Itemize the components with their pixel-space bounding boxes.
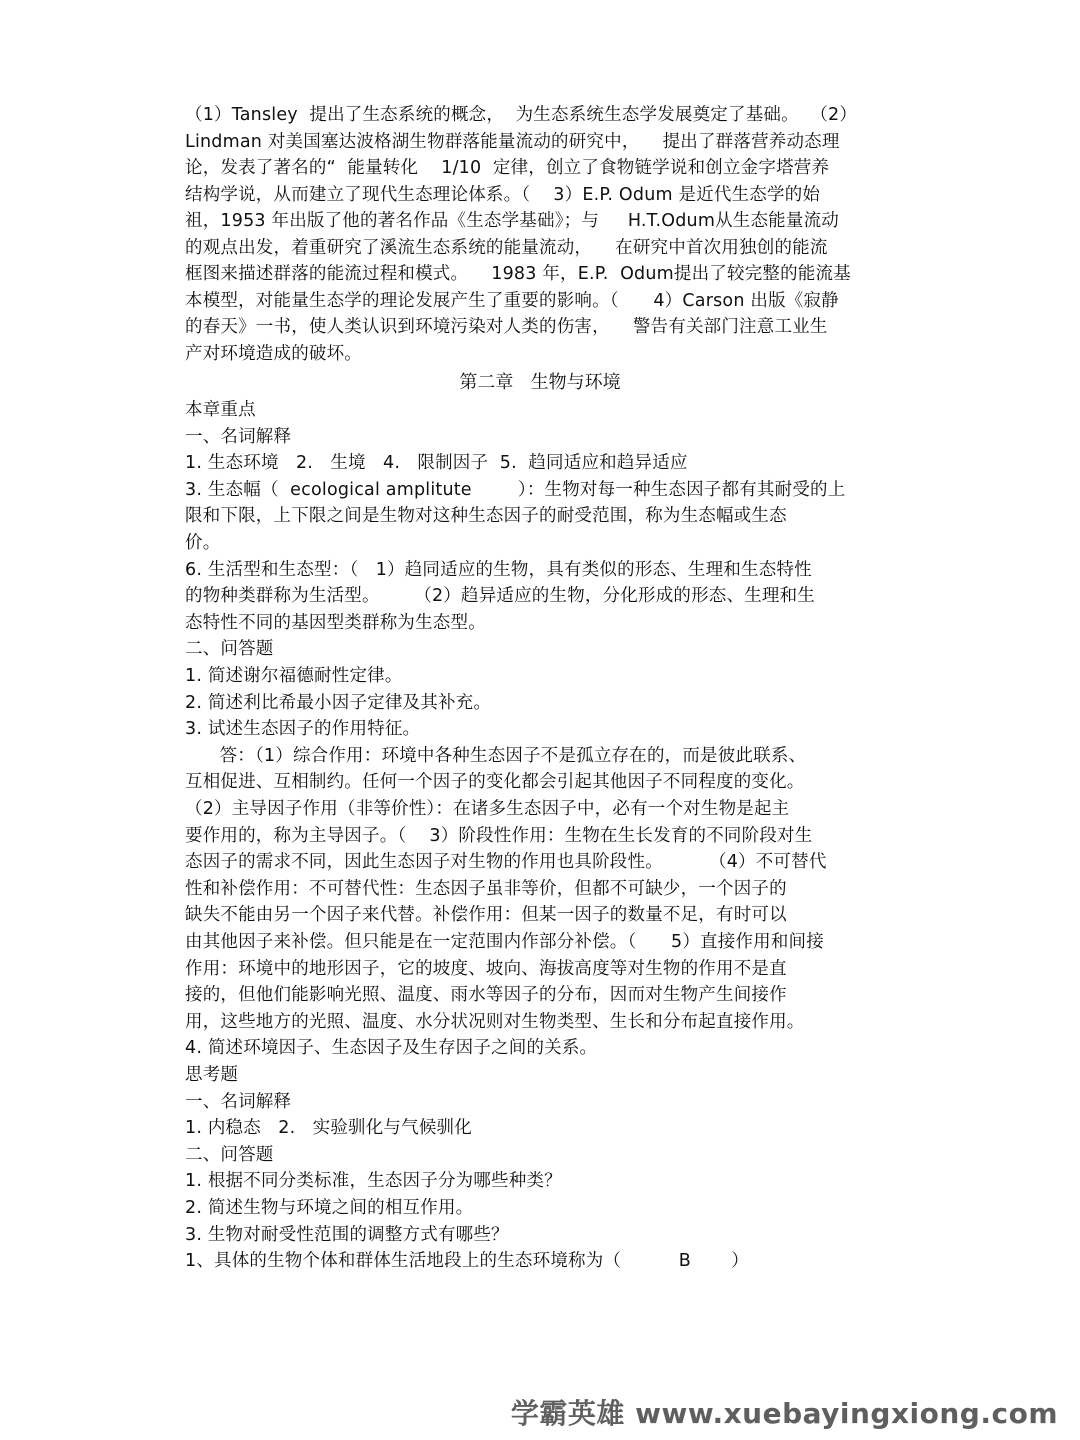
- chapter-line: 价。: [185, 533, 221, 553]
- chapter-line: 互相促进、互相制约。任何一个因子的变化都会引起其他因子不同程度的变化。: [185, 772, 805, 793]
- chapter-line: 态因子的需求不同，因此生态因子对生物的作用也具阶段性。 （4）不可替代: [185, 852, 827, 873]
- chapter-line: 1、具体的生物个体和群体生活地段上的生态环境称为（ B ）: [185, 1251, 750, 1272]
- chapter-line: 3. 试述生态因子的作用特征。: [185, 719, 421, 740]
- chapter-line: 本章重点: [185, 400, 256, 420]
- chapter-title: 第二章 生物与环境: [459, 372, 621, 393]
- history-line: 的观点出发，着重研究了溪流生态系统的能量流动， 在研究中首次用独创的能流: [185, 237, 828, 258]
- history-line: 产对环境造成的破坏。: [185, 343, 362, 364]
- chapter-line: 思考题: [185, 1065, 239, 1085]
- chapter-line: 二、问答题: [185, 639, 274, 660]
- chapter-line: 的物种类群称为生活型。 （2）趋异适应的生物，分化形成的形态、生理和生: [185, 586, 816, 607]
- chapter-line: 一、名词解释: [185, 426, 292, 447]
- chapter-line: 3. 生物对耐受性范围的调整方式有哪些？: [185, 1224, 509, 1245]
- chapter-line: 一、名词解释: [185, 1091, 292, 1112]
- chapter-line: 3. 生态幅（ ecological amplitute ）：生物对每一种生态因子都有其耐受的上: [185, 479, 846, 500]
- chapter-line: 1. 内稳态 2. 实验驯化与气候驯化: [185, 1118, 472, 1139]
- history-line: 结构学说，从而建立了现代生态理论体系。（ 3）E.P. Odum 是近代生态学的始: [185, 184, 821, 205]
- chapter-line: 4. 简述环境因子、生态因子及生存因子之间的关系。: [185, 1038, 598, 1059]
- chapter-line: 限和下限，上下限之间是生物对这种生态因子的耐受范围，称为生态幅或生态: [185, 506, 787, 527]
- history-line: 祖，1953 年出版了他的著名作品《生态学基础》；与 H.T.Odum从生态能量流动: [185, 211, 839, 231]
- chapter-line: 接的，但他们能影响光照、温度、雨水等因子的分布，因而对生物产生间接作: [185, 985, 787, 1006]
- chapter-line: 2. 简述生物与环境之间的相互作用。: [185, 1198, 474, 1218]
- chapter-line: 要作用的，称为主导因子。（ 3）阶段性作用：生物在生长发育的不同阶段对生: [185, 825, 813, 846]
- chapter-line: 用，这些地方的光照、温度、水分状况则对生物类型、生长和分布起直接作用。: [185, 1011, 805, 1032]
- chapter-line: 1. 生态环境 2. 生境 4. 限制因子 5. 趋同适应和趋异适应: [185, 453, 688, 474]
- history-line: 框图来描述群落的能流过程和模式。 1983 年，E.P. Odum提出了较完整的能流基: [185, 264, 851, 284]
- watermark-text: 学霸英雄 www.xuebayingxiong.com: [510, 1397, 1058, 1430]
- chapter-line: 2. 简述利比希最小因子定律及其补充。: [185, 692, 492, 713]
- history-line: Lindman 对美国塞达波格湖生物群落能量流动的研究中， 提出了群落营养动态理: [185, 131, 840, 152]
- history-line: 论，发表了著名的“ 能量转化 1/10 定律，创立了食物链学说和创立金字塔营养: [185, 158, 830, 178]
- history-line: 本模型，对能量生态学的理论发展产生了重要的影响。（ 4）Carson 出版《寂静: [185, 290, 839, 311]
- chapter-line: 6. 生活型和生态型：（ 1）趋同适应的生物，具有类似的形态、生理和生态特性: [185, 559, 812, 580]
- chapter-line: 缺失不能由另一个因子来代替。补偿作用：但某一因子的数量不足，有时可以: [185, 905, 787, 926]
- chapter-line: 1. 根据不同分类标准，生态因子分为哪些种类？: [185, 1171, 562, 1192]
- chapter-line: 性和补偿作用：不可替代性：生态因子虽非等价，但都不可缺少，一个因子的: [185, 878, 787, 899]
- history-line: （1）Tansley 提出了生态系统的概念， 为生态系统生态学发展奠定了基础。 （2）: [185, 105, 858, 125]
- chapter-line: 答：（1）综合作用：环境中各种生态因子不是孤立存在的，而是彼此联系、: [185, 745, 807, 766]
- chapter-line: 1. 简述谢尔福德耐性定律。: [185, 666, 403, 686]
- chapter-line: 作用：环境中的地形因子，它的坡度、坡向、海拔高度等对生物的作用不是直: [185, 958, 787, 979]
- chapter-line: 二、问答题: [185, 1144, 274, 1165]
- chapter-line: 由其他因子来补偿。但只能是在一定范围内作部分补偿。（ 5）直接作用和间接: [185, 932, 824, 952]
- chapter-line: 态特性不同的基因型类群称为生态型。: [185, 612, 486, 633]
- history-line: 的春天》一书，使人类认识到环境污染对人类的伤害， 警告有关部门注意工业生: [185, 317, 828, 337]
- chapter-line: （2）主导因子作用（非等价性）：在诸多生态因子中，必有一个对生物是起主: [185, 799, 790, 819]
